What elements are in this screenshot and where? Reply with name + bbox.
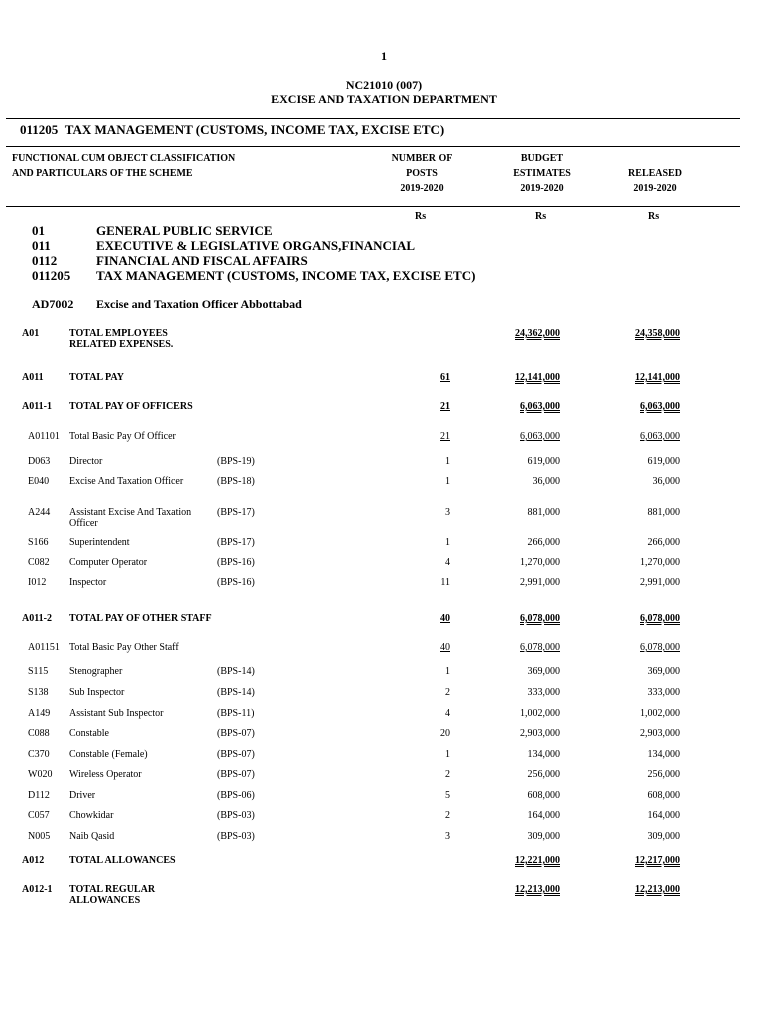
row-budget: 6,063,000 xyxy=(520,401,560,412)
row-posts: 21 xyxy=(440,431,450,442)
row-budget: 36,000 xyxy=(532,476,560,487)
row-released: 369,000 xyxy=(647,666,680,677)
classification-header-line1: FUNCTIONAL CUM OBJECT CLASSIFICATION xyxy=(12,153,236,164)
row-description: Driver xyxy=(69,790,96,801)
page-number: 1 xyxy=(381,49,387,63)
row-released: 6,078,000 xyxy=(640,613,680,624)
row-bps: (BPS-14) xyxy=(217,687,255,698)
table-row xyxy=(0,613,768,633)
row-budget: 6,078,000 xyxy=(520,642,560,653)
table-row xyxy=(0,790,768,810)
row-bps: (BPS-16) xyxy=(217,577,255,588)
classification-code: 011 xyxy=(32,238,51,253)
table-row xyxy=(0,708,768,728)
classification-codes xyxy=(32,223,70,283)
row-released: 2,991,000 xyxy=(640,577,680,588)
row-bps: (BPS-03) xyxy=(217,831,255,842)
row-posts: 1 xyxy=(445,456,450,467)
row-description: Total Basic Pay Of Officer xyxy=(69,431,176,442)
row-posts: 1 xyxy=(445,666,450,677)
table-row xyxy=(0,372,768,392)
row-released: 12,213,000 xyxy=(635,884,680,895)
row-released: 256,000 xyxy=(647,769,680,780)
row-budget: 24,362,000 xyxy=(515,328,560,339)
row-description: TOTAL PAY OF OFFICERS xyxy=(69,401,193,412)
budget-header-line: ESTIMATES xyxy=(513,168,571,179)
released-header-line: 2019-2020 xyxy=(633,183,677,194)
row-code: A012-1 xyxy=(22,884,53,895)
row-budget: 1,002,000 xyxy=(520,708,560,719)
row-description: Excise And Taxation Officer xyxy=(69,476,184,487)
posts-currency: Rs xyxy=(415,211,427,222)
posts-header xyxy=(382,151,462,196)
posts-header-line: 2019-2020 xyxy=(400,183,444,194)
row-budget: 881,000 xyxy=(527,507,560,518)
row-released: 309,000 xyxy=(647,831,680,842)
row-description: TOTAL PAY xyxy=(69,372,124,383)
row-budget: 2,903,000 xyxy=(520,728,560,739)
row-posts: 2 xyxy=(445,810,450,821)
office-name: Excise and Taxation Officer Abbottabad xyxy=(96,297,302,311)
row-description: Constable xyxy=(69,728,109,739)
table-row xyxy=(0,431,768,451)
row-code: A011 xyxy=(22,372,44,383)
divider xyxy=(6,118,740,119)
row-code: A01151 xyxy=(28,642,60,653)
table-row xyxy=(0,831,768,851)
office-code: AD7002 xyxy=(32,297,74,311)
row-posts: 1 xyxy=(445,476,450,487)
row-posts: 40 xyxy=(440,613,450,624)
posts-header-line: NUMBER OF xyxy=(391,153,453,164)
row-released: 333,000 xyxy=(647,687,680,698)
row-released: 12,217,000 xyxy=(635,855,680,866)
row-released: 134,000 xyxy=(647,749,680,760)
row-posts: 1 xyxy=(445,749,450,760)
row-description: Assistant Sub Inspector xyxy=(69,708,164,719)
table-row xyxy=(0,507,768,527)
row-bps: (BPS-06) xyxy=(217,790,255,801)
classification-label: FINANCIAL AND FISCAL AFFAIRS xyxy=(96,253,308,268)
row-code: C370 xyxy=(28,749,50,760)
row-description: Stenographer xyxy=(69,666,123,677)
table-row xyxy=(0,728,768,748)
table-row xyxy=(0,687,768,707)
table-row xyxy=(0,810,768,830)
row-posts: 20 xyxy=(440,728,450,739)
row-budget: 134,000 xyxy=(527,749,560,760)
row-description: Assistant Excise And Taxation Officer xyxy=(69,507,192,529)
row-bps: (BPS-11) xyxy=(217,708,255,719)
row-code: A011-2 xyxy=(22,613,52,624)
row-budget: 266,000 xyxy=(527,537,560,548)
classification-code: 01 xyxy=(32,223,45,238)
row-released: 24,358,000 xyxy=(635,328,680,339)
row-bps: (BPS-17) xyxy=(217,537,255,548)
row-released: 619,000 xyxy=(647,456,680,467)
row-description: Chowkidar xyxy=(69,810,114,821)
row-posts: 40 xyxy=(440,642,450,653)
row-bps: (BPS-14) xyxy=(217,666,255,677)
row-budget: 12,221,000 xyxy=(515,855,560,866)
row-budget: 619,000 xyxy=(527,456,560,467)
table-row xyxy=(0,456,768,476)
row-released: 164,000 xyxy=(647,810,680,821)
row-bps: (BPS-18) xyxy=(217,476,255,487)
classification-labels xyxy=(96,223,475,283)
row-posts: 3 xyxy=(445,507,450,518)
table-row xyxy=(0,476,768,496)
row-code: C082 xyxy=(28,557,50,568)
row-budget: 309,000 xyxy=(527,831,560,842)
row-posts: 21 xyxy=(440,401,450,412)
table-row xyxy=(0,666,768,686)
released-currency: Rs xyxy=(648,211,660,222)
row-budget: 608,000 xyxy=(527,790,560,801)
row-description: TOTAL ALLOWANCES xyxy=(69,855,176,866)
row-description: Naib Qasid xyxy=(69,831,115,842)
row-bps: (BPS-07) xyxy=(217,728,255,739)
row-posts: 11 xyxy=(440,577,450,588)
released-header-line: RELEASED xyxy=(628,168,682,179)
row-bps: (BPS-07) xyxy=(217,749,255,760)
row-code: S115 xyxy=(28,666,49,677)
section-title: TAX MANAGEMENT (CUSTOMS, INCOME TAX, EXCISE ETC) xyxy=(64,122,445,137)
posts-header-line: POSTS xyxy=(406,168,438,179)
row-code: S138 xyxy=(28,687,49,698)
doc-code: NC21010 (007) xyxy=(345,78,423,92)
row-description: TOTAL EMPLOYEES RELATED EXPENSES. xyxy=(69,328,174,350)
row-code: A01 xyxy=(22,328,40,339)
row-released: 6,078,000 xyxy=(640,642,680,653)
budget-header xyxy=(502,151,582,196)
budget-currency: Rs xyxy=(535,211,547,222)
divider xyxy=(6,146,740,147)
row-posts: 2 xyxy=(445,687,450,698)
row-budget: 369,000 xyxy=(527,666,560,677)
row-bps: (BPS-07) xyxy=(217,769,255,780)
row-description: Constable (Female) xyxy=(69,749,148,760)
divider xyxy=(6,206,740,207)
row-bps: (BPS-16) xyxy=(217,557,255,568)
row-description: Total Basic Pay Other Staff xyxy=(69,642,179,653)
table-row xyxy=(0,577,768,597)
row-budget: 256,000 xyxy=(527,769,560,780)
row-released: 266,000 xyxy=(647,537,680,548)
row-budget: 6,063,000 xyxy=(520,431,560,442)
row-released: 1,002,000 xyxy=(640,708,680,719)
row-code: C057 xyxy=(28,810,50,821)
row-budget: 12,213,000 xyxy=(515,884,560,895)
row-posts: 5 xyxy=(445,790,450,801)
row-posts: 3 xyxy=(445,831,450,842)
row-bps: (BPS-19) xyxy=(217,456,255,467)
row-budget: 12,141,000 xyxy=(515,372,560,383)
row-code: A011-1 xyxy=(22,401,52,412)
row-code: E040 xyxy=(28,476,50,487)
row-budget: 2,991,000 xyxy=(520,577,560,588)
row-description: Director xyxy=(69,456,103,467)
row-budget: 333,000 xyxy=(527,687,560,698)
row-code: D112 xyxy=(28,790,50,801)
row-code: I012 xyxy=(28,577,47,588)
section-code: 011205 xyxy=(20,122,59,137)
department-title: EXCISE AND TAXATION DEPARTMENT xyxy=(271,92,497,106)
row-description: TOTAL PAY OF OTHER STAFF xyxy=(69,613,212,624)
classification-header-line2: AND PARTICULARS OF THE SCHEME xyxy=(12,168,193,179)
row-description: TOTAL REGULAR ALLOWANCES xyxy=(69,884,156,906)
table-row xyxy=(0,769,768,789)
row-code: D063 xyxy=(28,456,51,467)
table-row xyxy=(0,557,768,577)
row-bps: (BPS-17) xyxy=(217,507,255,518)
row-posts: 1 xyxy=(445,537,450,548)
table-row xyxy=(0,855,768,875)
row-code: W020 xyxy=(28,769,53,780)
row-code: A149 xyxy=(28,708,51,719)
section-heading xyxy=(20,122,444,138)
row-posts: 4 xyxy=(445,708,450,719)
row-posts: 4 xyxy=(445,557,450,568)
row-code: S166 xyxy=(28,537,49,548)
row-code: N005 xyxy=(28,831,51,842)
row-description: Inspector xyxy=(69,577,107,588)
row-released: 881,000 xyxy=(647,507,680,518)
table-row xyxy=(0,884,768,904)
row-code: A012 xyxy=(22,855,45,866)
classification-label: GENERAL PUBLIC SERVICE xyxy=(96,223,273,238)
row-budget: 1,270,000 xyxy=(520,557,560,568)
row-released: 36,000 xyxy=(652,476,680,487)
row-bps: (BPS-03) xyxy=(217,810,255,821)
row-description: Sub Inspector xyxy=(69,687,125,698)
row-released: 12,141,000 xyxy=(635,372,680,383)
row-released: 2,903,000 xyxy=(640,728,680,739)
row-description: Wireless Operator xyxy=(69,769,142,780)
classification-label: EXECUTIVE & LEGISLATIVE ORGANS,FINANCIAL xyxy=(96,238,416,253)
classification-label: TAX MANAGEMENT (CUSTOMS, INCOME TAX, EXCISE ETC) xyxy=(96,268,476,283)
classification-code: 0112 xyxy=(32,253,58,268)
row-code: A01101 xyxy=(28,431,60,442)
row-description: Superintendent xyxy=(69,537,130,548)
table-row xyxy=(0,749,768,769)
budget-header-line: BUDGET xyxy=(520,153,564,164)
table-row xyxy=(0,537,768,557)
classification-code: 011205 xyxy=(32,268,71,283)
row-released: 6,063,000 xyxy=(640,431,680,442)
row-released: 1,270,000 xyxy=(640,557,680,568)
row-code: A244 xyxy=(28,507,51,518)
row-posts: 61 xyxy=(440,372,450,383)
table-row xyxy=(0,401,768,421)
row-description: Computer Operator xyxy=(69,557,148,568)
row-released: 608,000 xyxy=(647,790,680,801)
row-budget: 6,078,000 xyxy=(520,613,560,624)
budget-header-line: 2019-2020 xyxy=(520,183,564,194)
table-row xyxy=(0,642,768,662)
released-header xyxy=(615,166,695,196)
row-posts: 2 xyxy=(445,769,450,780)
table-row xyxy=(0,328,768,348)
row-released: 6,063,000 xyxy=(640,401,680,412)
row-code: C088 xyxy=(28,728,50,739)
row-budget: 164,000 xyxy=(527,810,560,821)
